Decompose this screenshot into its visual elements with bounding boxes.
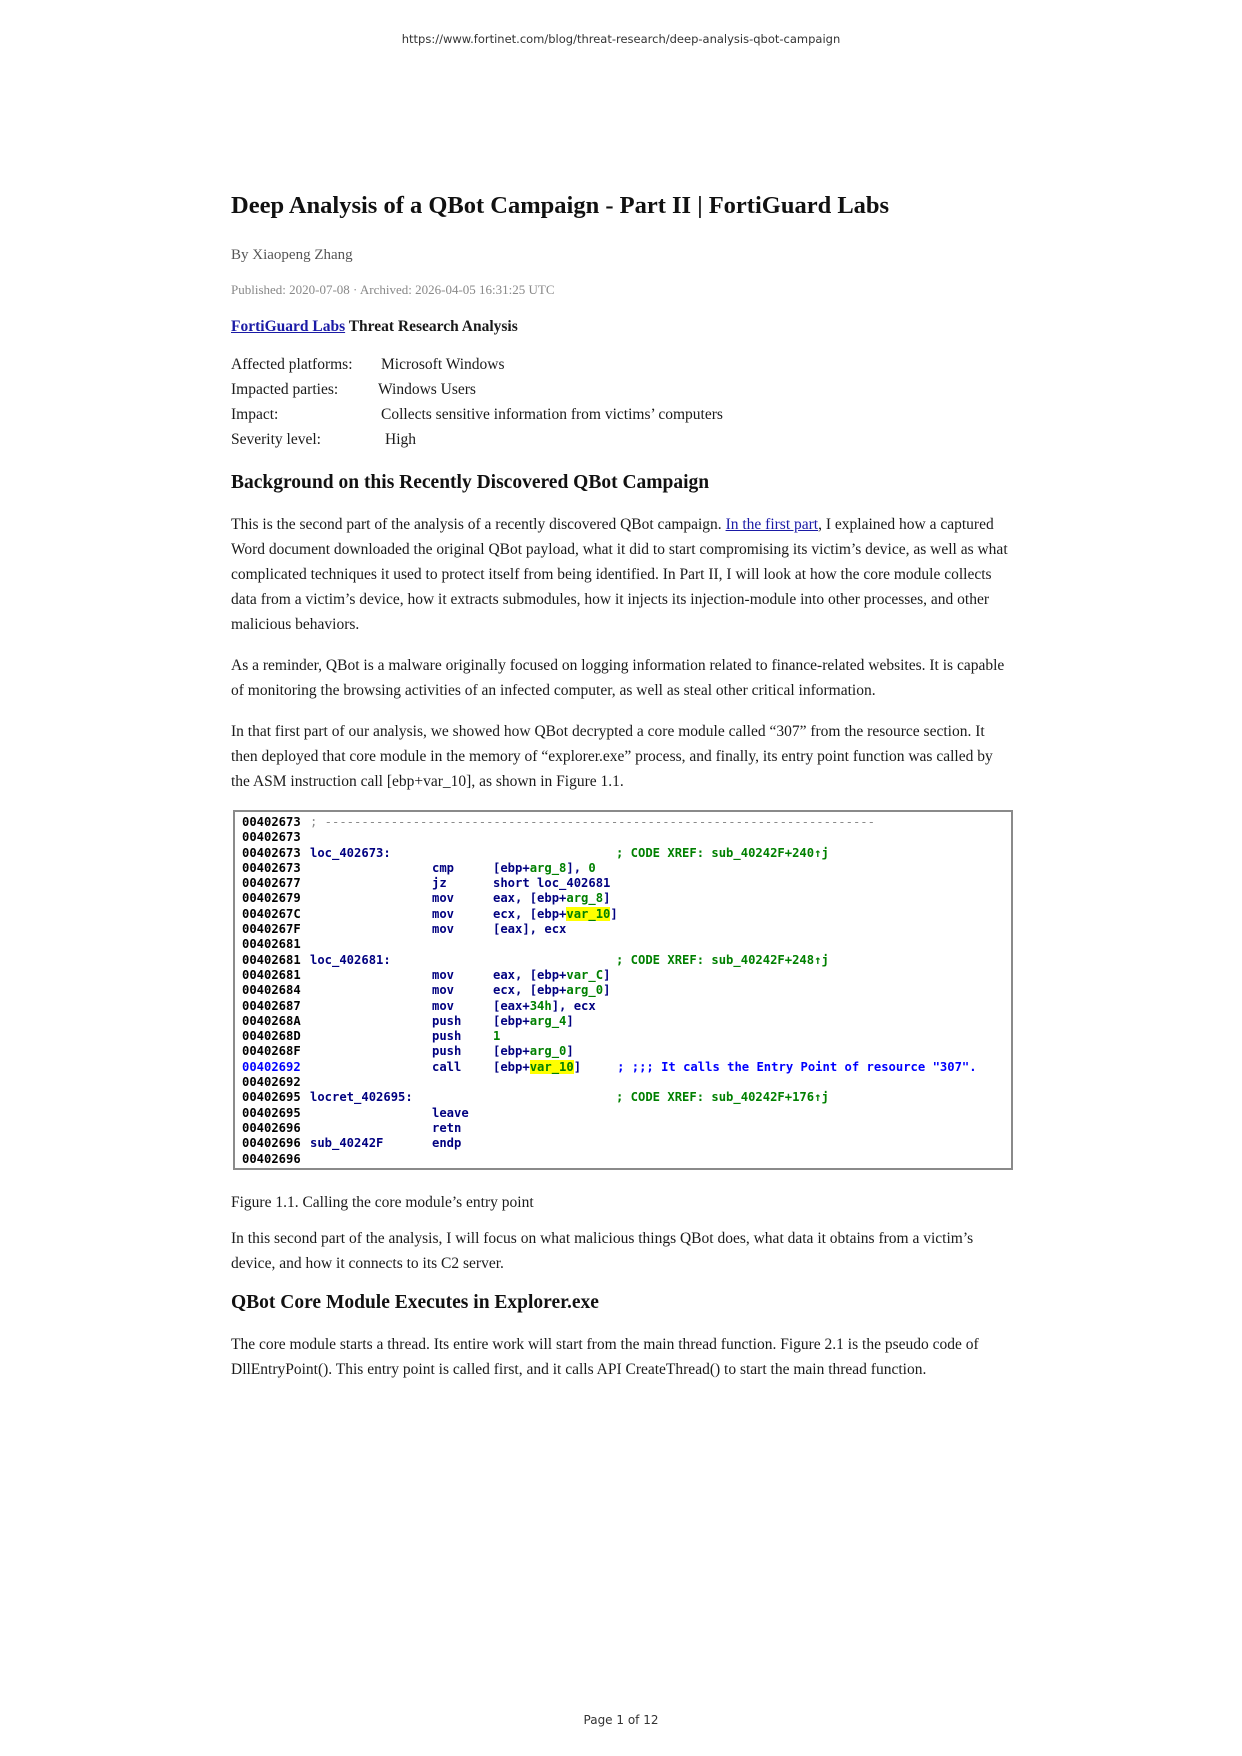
article-title: Deep Analysis of a QBot Campaign - Part II | FortiGuard Labs (231, 192, 890, 219)
paragraph: This is the second part of the analysis of a recently discovered QBot campaign. In the first part, I explained how a captured Word document downloaded the original QBot payload, what it did to start compromising its victim’s device, as well as what complicated techniques it used to protect itself from being identified. In Part II, I will look at how the core module collects data from a victim’s device, how it extracts submodules, how it injects its injection-module into other processes, and other malicious behaviors. (231, 516, 1008, 633)
section-heading-background: Background on this Recently Discovered QBot Campaign (231, 472, 710, 493)
published-date: Published: 2020-07-08 · Archived: 2026-04-05 16:31:25 UTC (231, 282, 555, 297)
first-part-link[interactable]: In the first part (725, 516, 819, 533)
section-heading-core-module: QBot Core Module Executes in Explorer.exe (231, 1292, 599, 1313)
table-row: Severity level: High (231, 431, 416, 448)
threat-research-heading: FortiGuard Labs Threat Research Analysis (231, 318, 518, 335)
figure-1-1-disassembly: 00402673 ; --------------------------------------------------------------------------- 00402673 00402673 loc_402673: ; CODE XREF: sub_40242F+240↑j 00402673 cmp [ebp+arg_8], 0 00402677 jz short loc_402681 00402679 mov eax, [ebp+arg_8] 0040267C mov ecx, [ebp+var_10] 0040267F mov [eax], ecx 00402681 00402681 loc_402681: ; CODE XREF: sub_40242F+248↑j 00402681 mov eax, [ebp+var_C] 00402684 mov ecx, [ebp+arg_0] 00402687 mov [eax+34h], ecx 0040268A push [ebp+arg_4] 0040268D push 1 0040268F push [ebp+arg_0] 00402692 call [ebp+var_10] ; ;;; It calls the Entry Point of resource "307". 00402692 00402695 locret_402695: ; CODE XREF: sub_40242F+176↑j 00402695 leave 00402696 retn 00402696 sub_40242F endp 00402696 (233, 810, 1013, 1170)
table-row: Impact: Collects sensitive information from victims’ computers (231, 406, 723, 423)
paragraph: In that first part of our analysis, we showed how QBot decrypted a core module called “307” from the resource section. It then deployed that core module in the memory of “explorer.exe” process, and finally, its entry point function was called by the ASM instruction call [ebp+var_10], as shown in Figure 1.1. (231, 723, 993, 790)
threat-summary-table (231, 356, 723, 456)
article (231, 190, 1011, 1398)
paragraph: In this second part of the analysis, I will focus on what malicious things QBot does, what data it obtains from a victim’s device, and how it connects to its C2 server. (231, 1230, 974, 1272)
paragraph: The core module starts a thread. Its entire work will start from the main thread function. Figure 2.1 is the pseudo code of DllEntryPoint(). This entry point is called first, and it calls API CreateThread() to start the main thread function. (231, 1336, 979, 1378)
table-row: Affected platforms: Microsoft Windows (231, 356, 505, 373)
table-row: Impacted parties: Windows Users (231, 381, 476, 398)
figure-caption: Figure 1.1. Calling the core module’s entry point (231, 1194, 534, 1211)
fortiguard-labs-link[interactable]: FortiGuard Labs (231, 318, 346, 335)
paragraph: As a reminder, QBot is a malware originally focused on logging information related to finance-related websites. It is capable of monitoring the browsing activities of an infected computer, as well as steal other critical information. (231, 657, 1005, 699)
page-number: Page 1 of 12 (583, 1713, 659, 1727)
page-url: https://www.fortinet.com/blog/threat-research/deep-analysis-qbot-campaign (401, 32, 841, 46)
byline: By Xiaopeng Zhang (231, 247, 353, 263)
